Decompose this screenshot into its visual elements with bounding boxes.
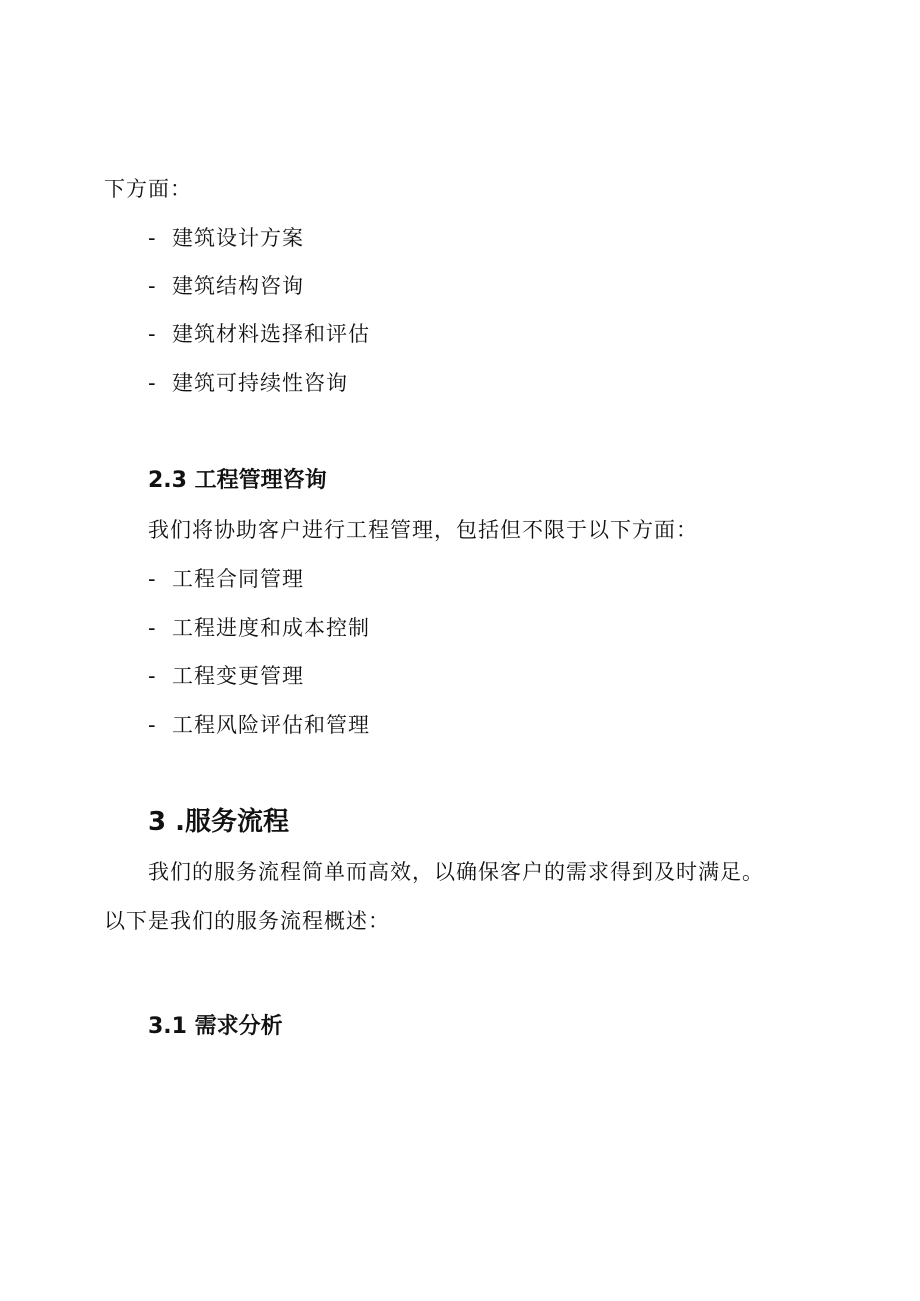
section-3-heading: 3 .服务流程 xyxy=(148,807,290,837)
list-item-text: 工程合同管理 xyxy=(172,567,304,591)
dash-marker: - xyxy=(148,664,157,688)
dash-marker: - xyxy=(148,567,157,591)
list-item-text: 建筑设计方案 xyxy=(172,226,304,250)
dash-marker: - xyxy=(148,322,157,346)
section-3-paragraph-line1: 我们的服务流程简单而高效，以确保客户的需求得到及时满足。 xyxy=(148,860,764,884)
list-item-text: 工程风险评估和管理 xyxy=(172,713,370,737)
list-item xyxy=(148,369,348,397)
list-item xyxy=(148,711,370,739)
list-item-text: 工程进度和成本控制 xyxy=(172,616,370,640)
dash-marker: - xyxy=(148,616,157,640)
list-item xyxy=(148,614,370,642)
list-item xyxy=(148,565,304,593)
list-item xyxy=(148,320,370,348)
dash-marker: - xyxy=(148,274,157,298)
list-item xyxy=(148,224,304,252)
section-2-3-intro: 我们将协助客户进行工程管理，包括但不限于以下方面： xyxy=(148,518,698,542)
dash-marker: - xyxy=(148,226,157,250)
list-item-text: 工程变更管理 xyxy=(172,664,304,688)
list-item xyxy=(148,272,304,300)
list-item-text: 建筑结构咨询 xyxy=(172,274,304,298)
list-item-text: 建筑材料选择和评估 xyxy=(172,322,370,346)
dash-marker: - xyxy=(148,371,157,395)
list-item xyxy=(148,662,304,690)
dash-marker: - xyxy=(148,713,157,737)
section-3-1-heading: 3.1 需求分析 xyxy=(148,1014,283,1039)
section-3-paragraph-line2: 以下是我们的服务流程概述： xyxy=(104,909,390,933)
list-item-text: 建筑可持续性咨询 xyxy=(172,371,348,395)
section-2-3-heading: 2.3 工程管理咨询 xyxy=(148,468,327,493)
intro-tail-text: 下方面： xyxy=(104,177,192,201)
